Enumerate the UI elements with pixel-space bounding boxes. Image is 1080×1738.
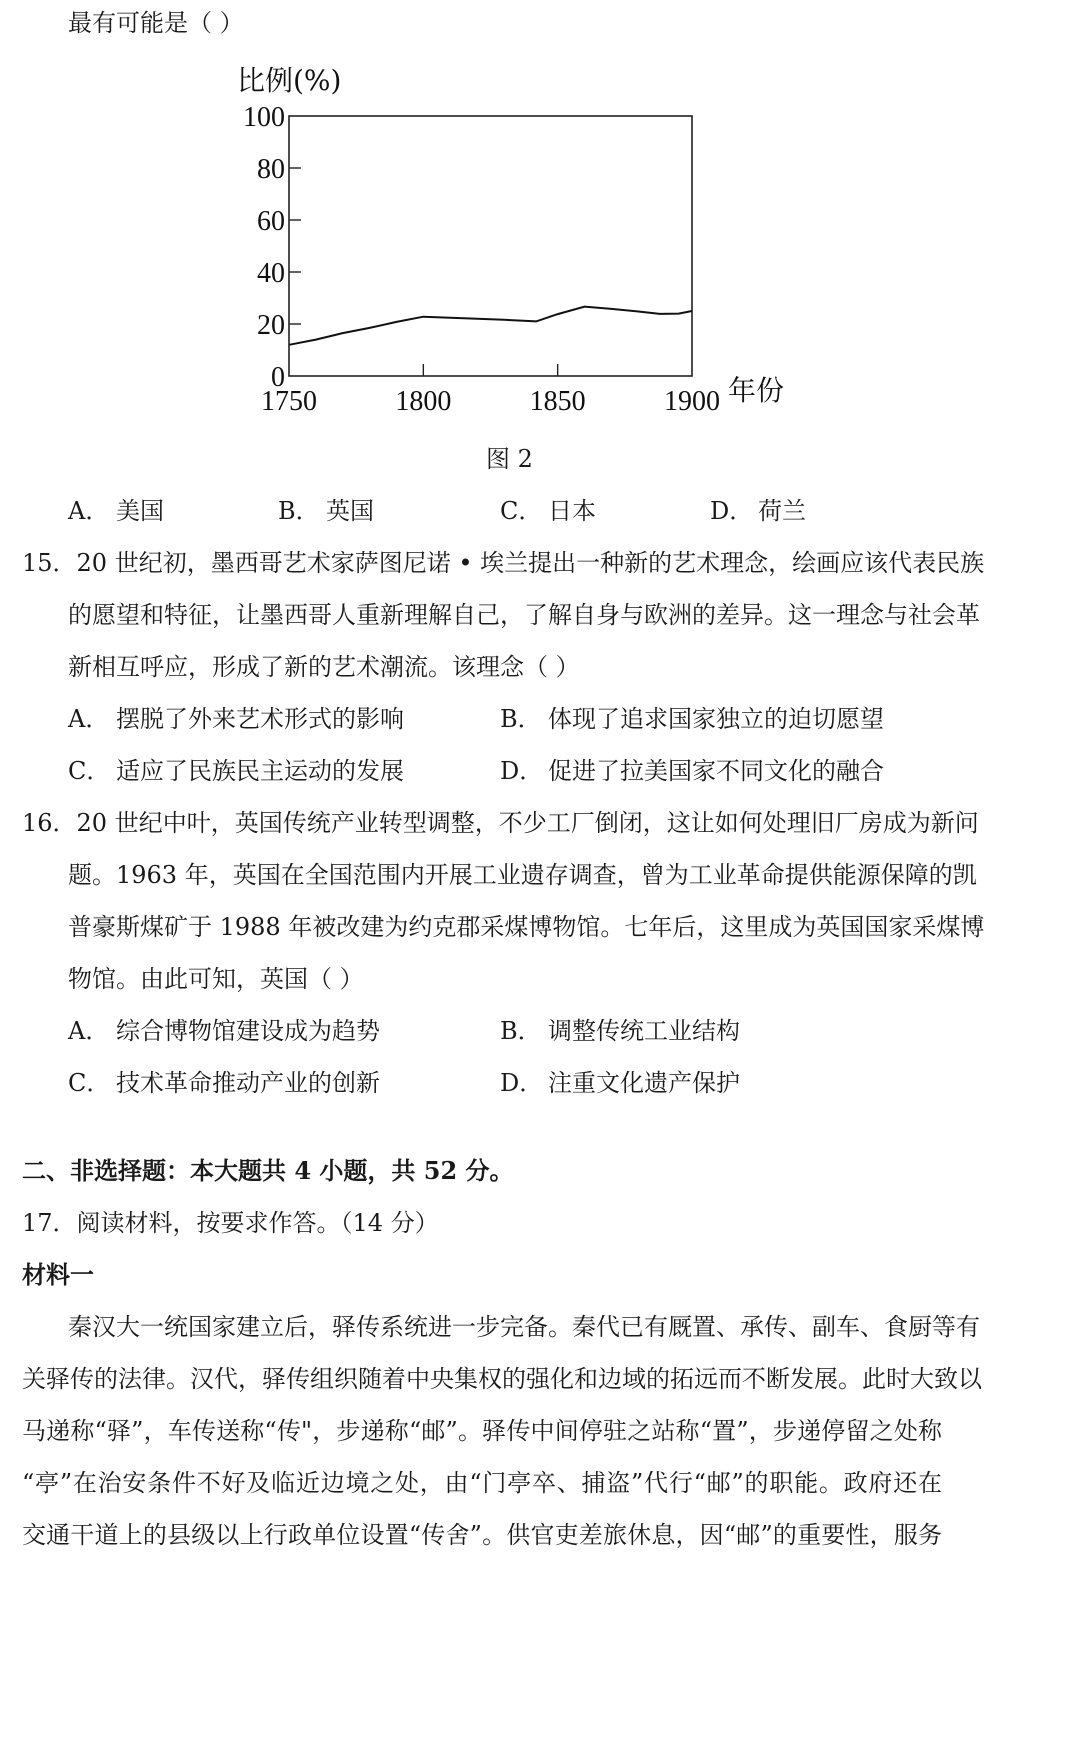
q15-stem-line-2: 的愿望和特征，让墨西哥人重新理解自己，了解自身与欧洲的差异。这一理念与社会革 — [68, 601, 980, 629]
q14-option-a[interactable] — [68, 496, 164, 526]
y-tick-label: 60 — [257, 206, 285, 237]
figure-caption: 图 2 — [486, 445, 533, 473]
option-text: 体现了追求国家独立的迫切愿望 — [548, 705, 884, 733]
figure-2-chart — [0, 60, 1080, 480]
material-paragraph-line-1: 秦汉大一统国家建立后，驿传系统进一步完备。秦代已有厩置、承传、副车、食厨等有 — [68, 1313, 980, 1341]
option-letter: D． — [500, 757, 544, 785]
q16-stem-line-2: 题。1963 年，英国在全国范围内开展工业遗存调查，曾为工业革命提供能源保障的凯 — [68, 861, 977, 889]
q14-option-b[interactable] — [278, 496, 374, 526]
y-tick-label: 100 — [243, 102, 285, 133]
option-letter: B． — [500, 1017, 542, 1045]
q14-option-d[interactable] — [710, 496, 806, 526]
q16-option-b[interactable] — [500, 1016, 740, 1046]
option-letter: D． — [710, 497, 754, 525]
q16-stem-line-4: 物馆。由此可知，英国（ ） — [68, 965, 364, 993]
q15-option-b[interactable] — [500, 704, 884, 734]
option-text: 注重文化遗产保护 — [548, 1069, 740, 1097]
y-tick-label: 20 — [257, 310, 285, 341]
q15-option-a[interactable] — [68, 704, 404, 734]
line-chart — [0, 60, 1080, 480]
q16-option-c[interactable] — [68, 1068, 380, 1098]
q15-option-d[interactable] — [500, 756, 884, 786]
q16-stem-line-3: 普豪斯煤矿于 1988 年被改建为约克郡采煤博物馆。七年后，这里成为英国国家采煤博 — [68, 913, 985, 941]
q15-option-c[interactable] — [68, 756, 404, 786]
option-letter: B． — [278, 497, 320, 525]
option-letter: A． — [68, 1017, 110, 1045]
option-text: 荷兰 — [758, 497, 806, 525]
q16-stem-line-1: 16．20 世纪中叶，英国传统产业转型调整，不少工厂倒闭，这让如何处理旧厂房成为新问 — [22, 809, 979, 837]
q17-stem: 17．阅读材料，按要求作答。（14 分） — [22, 1209, 439, 1237]
q14-option-c[interactable] — [500, 496, 596, 526]
material-paragraph-line-3: 马递称“驿”，车传送称“传"，步递称“邮”。驿传中间停驻之站称“置”，步递停留之处称 — [22, 1417, 942, 1445]
plot-frame — [289, 116, 692, 376]
x-axis-label: 年份 — [728, 374, 785, 407]
series-line — [289, 307, 692, 345]
material-paragraph-line-4: “亭”在治安条件不好及临近边境之处，由“门亭卒、捕盗”代行“邮”的职能。政府还在 — [22, 1469, 942, 1497]
q15-stem-line-1: 15．20 世纪初，墨西哥艺术家萨图尼诺 • 埃兰提出一种新的艺术理念，绘画应该代表民族 — [22, 549, 985, 577]
x-tick-label: 1800 — [395, 386, 452, 417]
option-letter: D． — [500, 1069, 544, 1097]
y-axis-label: 比例(%) — [237, 64, 342, 97]
option-letter: C． — [68, 1069, 111, 1097]
option-text: 日本 — [548, 497, 596, 525]
option-letter: C． — [500, 497, 543, 525]
option-text: 技术革命推动产业的创新 — [116, 1069, 380, 1097]
option-text: 促进了拉美国家不同文化的融合 — [548, 757, 884, 785]
x-tick-label: 1750 — [261, 386, 317, 417]
option-text: 美国 — [116, 497, 164, 525]
option-letter: B． — [500, 705, 542, 733]
option-text: 综合博物馆建设成为趋势 — [116, 1017, 380, 1045]
option-text: 摆脱了外来艺术形式的影响 — [116, 705, 404, 733]
option-text: 适应了民族民主运动的发展 — [116, 757, 404, 785]
material-paragraph-line-5: 交通干道上的县级以上行政单位设置“传舍”。供官吏差旅休息，因“邮”的重要性，服务 — [22, 1521, 942, 1549]
option-text: 英国 — [326, 497, 374, 525]
option-letter: A． — [68, 705, 110, 733]
material-1-label: 材料一 — [22, 1260, 94, 1289]
x-tick-label: 1900 — [664, 386, 720, 417]
x-tick-label: 1850 — [529, 386, 586, 417]
section-2-heading: 二、非选择题：本大题共 4 小题，共 52 分。 — [22, 1156, 514, 1185]
q16-option-d[interactable] — [500, 1068, 740, 1098]
material-paragraph-line-2: 关驿传的法律。汉代，驿传组织随着中央集权的强化和边域的拓远而不断发展。此时大致以 — [22, 1365, 982, 1393]
option-letter: A． — [68, 497, 110, 525]
option-text: 调整传统工业结构 — [548, 1017, 740, 1045]
y-tick-label: 80 — [257, 154, 285, 185]
q16-option-a[interactable] — [68, 1016, 380, 1046]
q15-stem-line-3: 新相互呼应，形成了新的艺术潮流。该理念（ ） — [68, 653, 580, 681]
y-tick-label: 40 — [257, 258, 285, 289]
option-letter: C． — [68, 757, 111, 785]
y-tick-label: 0 — [271, 362, 285, 393]
question-14-stem-tail: 最有可能是（ ） — [68, 9, 244, 37]
